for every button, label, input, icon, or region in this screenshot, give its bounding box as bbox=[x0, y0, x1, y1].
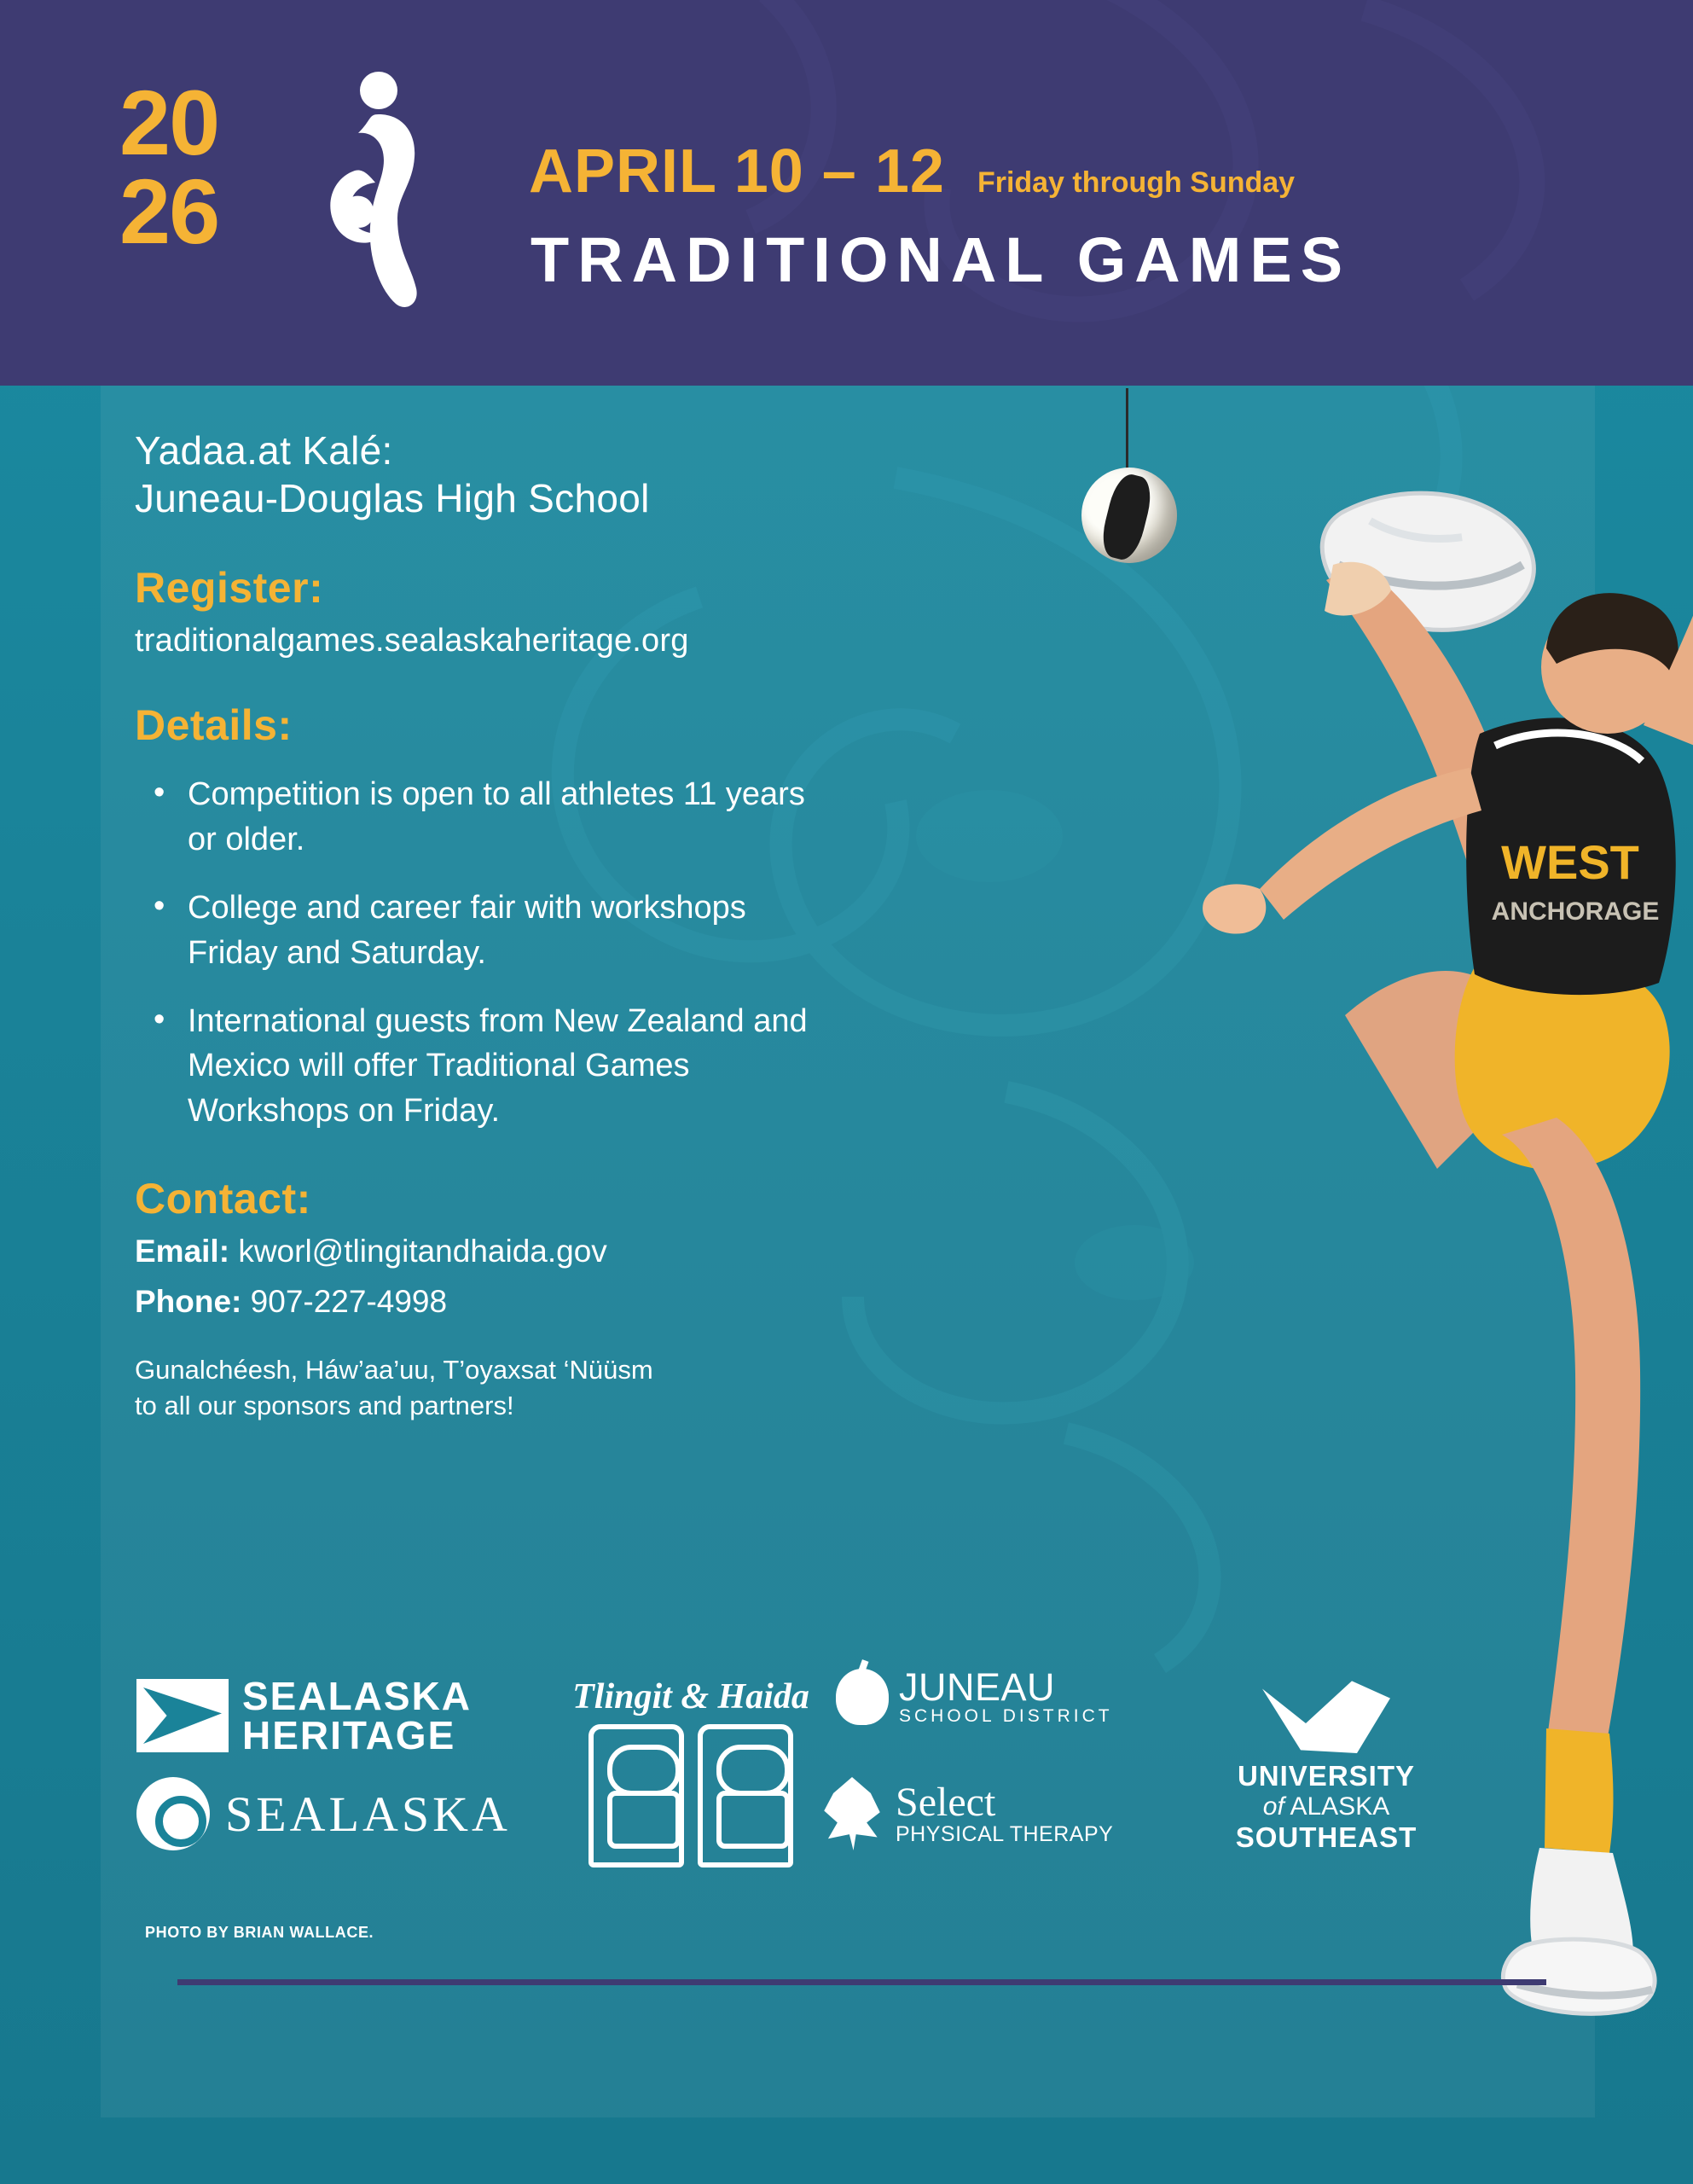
year-line-1: 20 bbox=[119, 71, 219, 174]
list-item: • International guests from New Zealand and Mexico will offer Traditional Games Workshops on Friday. bbox=[135, 999, 843, 1133]
page-title: TRADITIONAL GAMES bbox=[531, 224, 1352, 295]
phone-label: Phone: bbox=[135, 1283, 242, 1319]
whale-fluke-icon bbox=[1262, 1675, 1390, 1753]
phone-value[interactable]: 907-227-4998 bbox=[250, 1283, 448, 1319]
logo-select-physical-therapy bbox=[819, 1777, 1113, 1850]
sponsor-logos bbox=[136, 1665, 1418, 1890]
list-item: • College and career fair with workshops Friday and Saturday. bbox=[135, 886, 843, 975]
sealaska-heritage-line-2: HERITAGE bbox=[242, 1713, 456, 1757]
year-block bbox=[119, 71, 219, 263]
uas-line-2 bbox=[1198, 1792, 1454, 1821]
thanks-message bbox=[135, 1352, 902, 1424]
event-days: Friday through Sunday bbox=[977, 166, 1296, 199]
event-dates: APRIL 10 – 12 bbox=[529, 137, 945, 206]
logo-sealaska bbox=[136, 1777, 511, 1850]
logo-sealaska-heritage bbox=[136, 1676, 472, 1755]
logo-tlingit-haida bbox=[563, 1676, 819, 1867]
uas-line-1: UNIVERSITY bbox=[1237, 1760, 1416, 1792]
juneau-sd-line-1: JUNEAU bbox=[899, 1665, 1056, 1709]
select-pt-line-1: Select bbox=[896, 1779, 996, 1825]
sealaska-heritage-mark-icon bbox=[136, 1679, 229, 1752]
contact-phone-line bbox=[135, 1281, 954, 1323]
email-value[interactable]: kworl@tlingitandhaida.gov bbox=[238, 1234, 607, 1269]
select-pt-line-2: PHYSICAL THERAPY bbox=[896, 1821, 1114, 1846]
contact-email-line bbox=[135, 1230, 954, 1273]
list-item: • Competition is open to all athletes 11 years or older. bbox=[135, 772, 843, 862]
uas-line-2-italic: of bbox=[1262, 1792, 1284, 1821]
header-band bbox=[0, 0, 1693, 386]
register-url[interactable]: traditionalgames.sealaskaheritage.org bbox=[135, 623, 689, 659]
email-label: Email: bbox=[135, 1234, 230, 1269]
apple-icon bbox=[836, 1669, 889, 1725]
register-heading: Register: bbox=[135, 564, 324, 613]
svg-text:WEST: WEST bbox=[1501, 835, 1639, 889]
athlete-logo-icon bbox=[316, 68, 444, 316]
thanks-line-2: to all our sponsors and partners! bbox=[135, 1391, 514, 1421]
logo-juneau-school-district bbox=[836, 1665, 1113, 1726]
date-line bbox=[529, 136, 1295, 206]
venue-line-1: Yadaa.at Kalé: bbox=[135, 428, 393, 473]
sealaska-heritage-line-1: SEALASKA bbox=[242, 1674, 473, 1718]
svg-text:ANCHORAGE: ANCHORAGE bbox=[1491, 897, 1660, 926]
juneau-sd-line-2: SCHOOL DISTRICT bbox=[899, 1705, 1113, 1726]
details-list bbox=[135, 772, 954, 1133]
sealaska-circle-icon bbox=[136, 1777, 210, 1850]
venue bbox=[135, 427, 954, 522]
contact-heading: Contact: bbox=[135, 1175, 311, 1223]
logo-university-of-alaska-southeast bbox=[1198, 1675, 1454, 1854]
uas-line-3: SOUTHEAST bbox=[1235, 1821, 1418, 1853]
uas-line-2-rest: ALASKA bbox=[1284, 1792, 1390, 1821]
sealaska-wordmark: SEALASKA bbox=[225, 1786, 511, 1842]
main-content bbox=[135, 427, 954, 1424]
photo-credit: PHOTO BY BRIAN WALLACE. bbox=[145, 1924, 374, 1941]
footer-divider bbox=[177, 1979, 1546, 1985]
tlingit-haida-formline-icon bbox=[563, 1724, 819, 1867]
tlingit-haida-wordmark: Tlingit & Haida bbox=[572, 1677, 809, 1716]
venue-line-2: Juneau-Douglas High School bbox=[135, 476, 650, 521]
tree-icon bbox=[819, 1777, 885, 1850]
thanks-line-1: Gunalchéesh, Háw’aa’uu, T’oyaxsat ‘Nüüsm bbox=[135, 1354, 653, 1385]
year-line-2: 26 bbox=[119, 159, 219, 263]
details-heading: Details: bbox=[135, 701, 293, 750]
